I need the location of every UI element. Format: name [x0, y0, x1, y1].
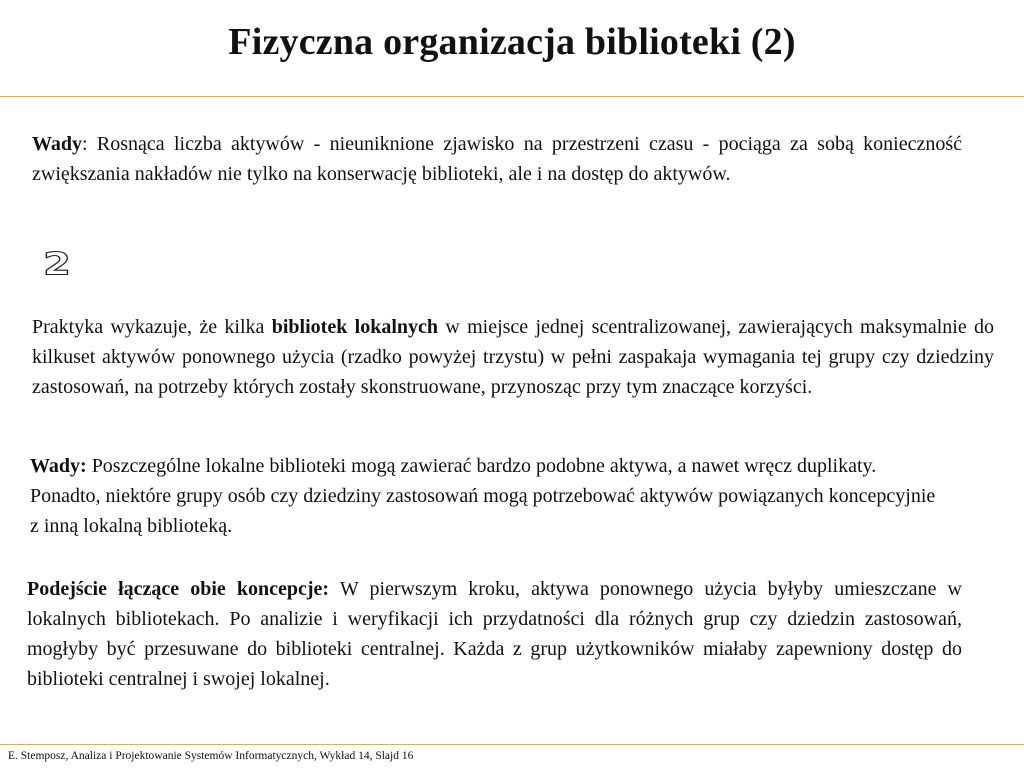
paragraph-drawbacks-growth: [32, 129, 962, 189]
footer-divider: [0, 744, 1024, 745]
slide-footer: E. Stemposz, Analiza i Projektowanie Systemów Informatycznych, Wykład 14, Slajd 16: [8, 750, 414, 762]
paragraph-lead: Podejście łączące obie koncepcje:: [27, 578, 330, 600]
title-divider: [0, 96, 1024, 97]
number-two-icon: [34, 244, 80, 278]
paragraph-bold-term: bibliotek lokalnych: [271, 316, 439, 338]
paragraph-drawbacks-local: [30, 451, 945, 541]
number-two-glyph: 2: [43, 246, 71, 278]
paragraph-text-before: Praktyka wykazuje, że kilka: [32, 316, 272, 338]
slide-title: Fizyczna organizacja biblioteki (2): [228, 21, 796, 63]
paragraph-lead: Wady: [32, 133, 83, 155]
paragraph-text: Poszczególne lokalne biblioteki mogą zawierać bardzo podobne aktywa, a nawet wręcz duplikaty. Ponadto, niektóre grupy osób czy dziedziny zastosowań mogą potrzebować aktywów powiązanych koncepcyjnie z inną lokalną biblioteką.: [30, 455, 936, 537]
paragraph-lead: Wady:: [30, 455, 87, 477]
paragraph-local-libraries: [32, 312, 994, 402]
paragraph-text: : Rosnąca liczba aktywów - nieuniknione zjawisko na przestrzeni czasu - pociąga za sobą konieczność zwiększania nakładów nie tylko na konserwację biblioteki, ale i na dostęp do aktywów.: [32, 133, 962, 185]
paragraph-text-after: w miejsce jednej scentralizowanej, zawierających maksymalnie do kilkuset aktywów ponownego użycia (rzadko powyżej trzystu) w pełni zaspakaja wymagania tej grupy czy dziedziny zastosowań, na potrzeby których zostały skonstruowane, przynosząc przy tym znaczące korzyści.: [32, 316, 995, 398]
paragraph-combined-approach: [27, 574, 962, 694]
paragraph-text: W pierwszym kroku, aktywa ponownego użycia byłyby umieszczane w lokalnych bibliotekach. Po analizie i weryfikacji ich przydatności dla różnych grup czy dziedzin zastosowań, mogłyby być przesuwane do biblioteki centralnej. Każda z grup użytkowników miałaby zapewniony dostęp do biblioteki centralnej i swojej lokalnej.: [27, 578, 962, 690]
